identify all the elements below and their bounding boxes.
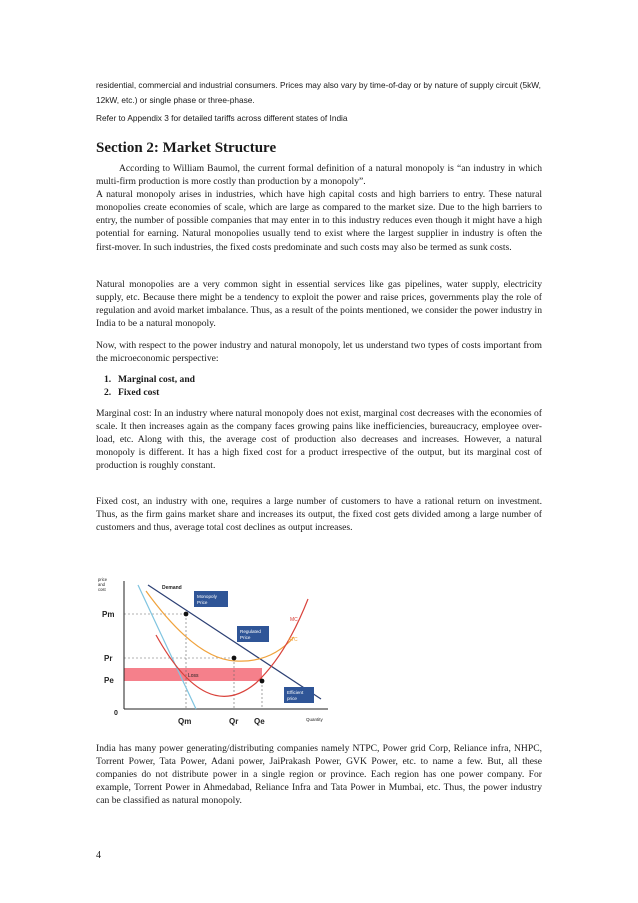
paragraph-india-power: India has many power generating/distributing companies namely NTPC, Power grid Corp, Reliance infra, NHPC, Torrent Power, Tata Power, Adani power, JaiPrakash Power, GVK Power, etc. to name a few. But, all these companies do not distribute power in a single region or province. Each region has one power company. For example, Torrent Power in Ahmedabad, Reliance Infra and Tata Power in Mumbai, etc. Thus, the power industry can be classified as natural monopoly.: [96, 743, 542, 807]
body-text: [96, 162, 542, 254]
list-item: 1. Marginal cost, and: [104, 374, 196, 385]
regulated-price-label-2: Price: [240, 635, 251, 640]
pe-tick-label: Pe: [104, 676, 114, 685]
qe-tick-label: Qe: [254, 717, 265, 726]
page-number: 4: [96, 850, 101, 861]
paragraph-essential-services: Natural monopolies are a very common sight in essential services like gas pipelines, water supply, electricity supply, etc. Because there might be a tendency to exploit the power and raise prices, governments play the role of regulation and avoid market imbalance. Thus, as a result of the points mentioned, we consider the power industry in India to be a natural monopoly.: [96, 279, 542, 330]
natural-monopoly-chart: [96, 575, 336, 730]
pm-tick-label: Pm: [102, 610, 115, 619]
list-item: 2. Fixed cost: [104, 387, 160, 399]
monopoly-price-point: [184, 612, 189, 617]
x-axis-label: Quantity: [306, 717, 323, 722]
monopoly-price-label: Monopoly: [197, 594, 217, 599]
origin-label: 0: [114, 710, 118, 717]
paragraph-fixed-cost: Fixed cost, an industry with one, requires a large number of customers to have a rational return on investment. Thus, as the firm gains market share and increases its output, the fixed cost gets divided among a large number of customers and thus, average total cost declines as output increases.: [96, 496, 542, 534]
regulated-price-point: [232, 656, 237, 661]
intro-paragraph: residential, commercial and industrial consumers. Prices may also vary by time-of-day or by nature of supply circuit (5kW, 12kW, etc.) or single phase or three-phase.: [96, 80, 541, 105]
qm-tick-label: Qm: [178, 717, 192, 726]
regulated-price-label: Regulated: [240, 629, 261, 634]
paragraph-baumol-definition: According to William Baumol, the current formal definition of a natural monopoly is “an industry in which multi-firm production is more costly than production by a monopoly”.: [96, 163, 542, 188]
monopoly-price-label-2: Price: [197, 600, 208, 605]
paragraph-natural-monopoly: A natural monopoly arises in industries, which have high capital costs and high barriers to entry. These natural monopolies create economies of scale, which are large as compared to the market size. Due to the high barriers to entry, the number of possible companies that may enter in to this industry reduces even though it might have a high potential for earning. Natural monopolies usually tend to exist where the largest supplier in industry is often the first-mover. In such industries, the fixed costs predominate and such costs may also be termed as sunk costs.: [96, 189, 542, 253]
efficient-price-point: [260, 679, 265, 684]
qr-tick-label: Qr: [229, 717, 239, 726]
paragraph-cost-types: Now, with respect to the power industry and natural monopoly, let us understand two types of costs important from the microeconomic perspective:: [96, 340, 542, 365]
loss-label: Loss: [188, 673, 199, 679]
cost-types-list: [96, 373, 542, 399]
y-axis-label-3: cost: [98, 587, 106, 592]
efficient-price-label: Efficient: [287, 690, 304, 695]
efficient-price-label-2: price: [287, 696, 297, 701]
section-title: Section 2: Market Structure: [96, 140, 277, 156]
atc-label: ATC: [288, 637, 298, 643]
y-axis-label: price: [98, 577, 108, 582]
y-axis-label-2: and: [98, 582, 105, 587]
demand-label: Demand: [162, 585, 182, 591]
paragraph-marginal-cost: Marginal cost: In an industry where natural monopoly does not exist, marginal cost decreases with the economies of scale. It then increases again as the company faces growing pains like inefficiencies, bureaucracy, employee over-load, etc. Along with this, the average cost of production also decreases and increases. However, a natural monopoly is different. It has a high fixed cost for a product irrespective of the output, but its marginal cost of production is roughly constant.: [96, 408, 542, 472]
pr-tick-label: Pr: [104, 654, 113, 663]
appendix-reference: Refer to Appendix 3 for detailed tariffs across different states of India: [96, 113, 348, 123]
mc-label: MC: [290, 617, 298, 623]
